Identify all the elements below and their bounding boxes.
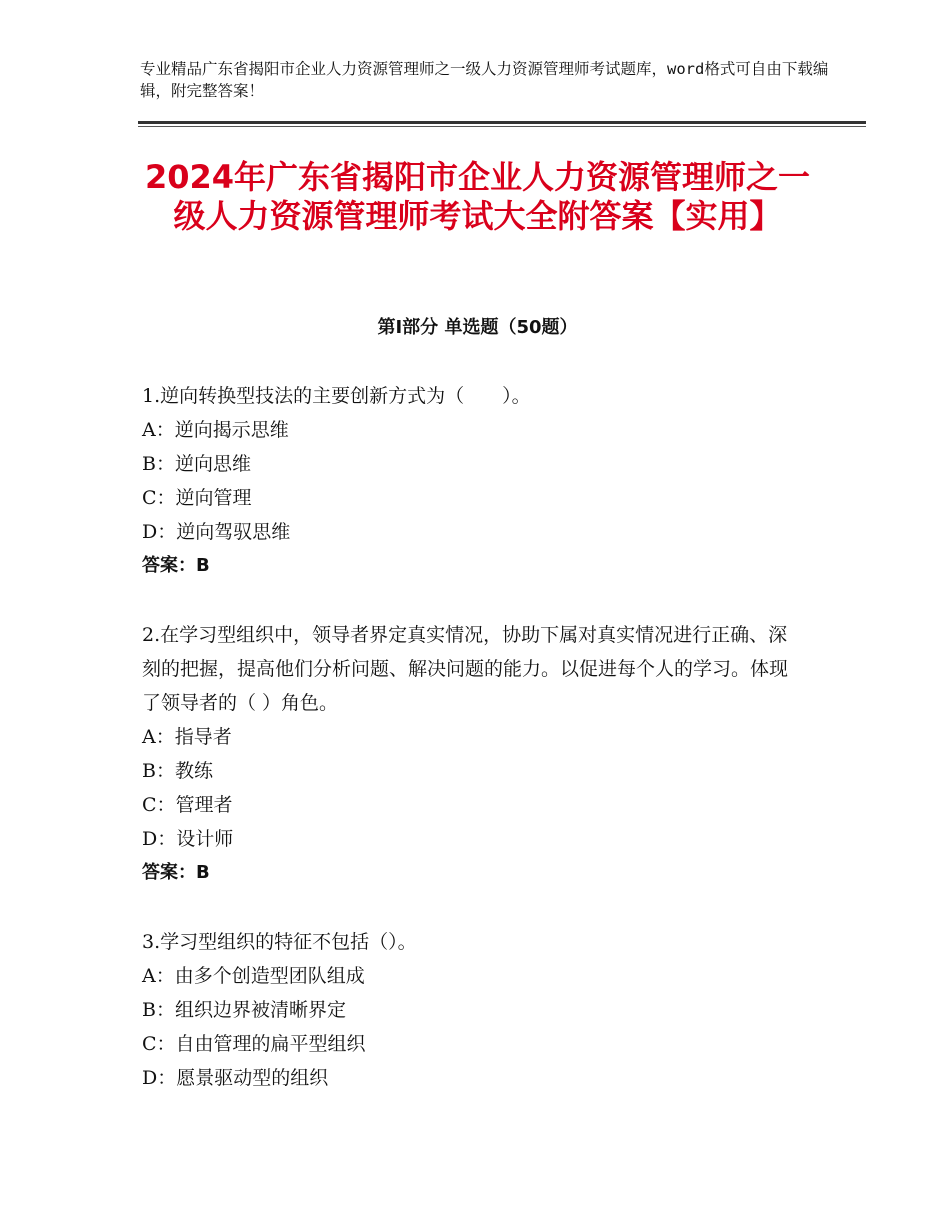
option-d: D：设计师	[142, 828, 234, 850]
question-stem: 3.学习型组织的特征不包括（）。	[142, 931, 417, 953]
header-rule-thick	[138, 121, 866, 124]
question-stem: 2.在学习型组织中，领导者界定真实情况，协助下属对真实情况进行正确、深刻的把握，提高他们分析问题、解决问题的能力。以促进每个人的学习。体现了领导者的（ ）角色。	[142, 624, 789, 714]
option-b: B：教练	[142, 760, 213, 782]
option-c: C：管理者	[142, 794, 233, 816]
question-stem: 1.逆向转换型技法的主要创新方式为（ ）。	[142, 385, 531, 407]
option-b: B：组织边界被清晰界定	[142, 999, 346, 1021]
question-3	[142, 925, 802, 1095]
option-a: A：由多个创造型团队组成	[142, 965, 365, 987]
question-1	[142, 379, 802, 583]
option-d: D：愿景驱动型的组织	[142, 1067, 329, 1089]
header-note: 专业精品广东省揭阳市企业人力资源管理师之一级人力资源管理师考试题库，word格式可自由下载编辑，附完整答案！	[140, 60, 829, 100]
question-2	[142, 618, 802, 890]
option-c: C：逆向管理	[142, 487, 252, 509]
option-a: A：逆向揭示思维	[142, 419, 289, 441]
option-b: B：逆向思维	[142, 453, 251, 475]
option-a: A：指导者	[142, 726, 232, 748]
document-title: 2024年广东省揭阳市企业人力资源管理师之一级人力资源管理师考试大全附答案【实用】	[144, 158, 811, 235]
option-d: D：逆向驾驭思维	[142, 521, 291, 543]
option-c: C：自由管理的扁平型组织	[142, 1033, 366, 1055]
answer: 答案：B	[142, 555, 210, 576]
answer: 答案：B	[142, 862, 210, 883]
header-rule-thin	[138, 126, 866, 127]
section-title: 第Ⅰ部分 单选题（50题）	[377, 317, 578, 338]
